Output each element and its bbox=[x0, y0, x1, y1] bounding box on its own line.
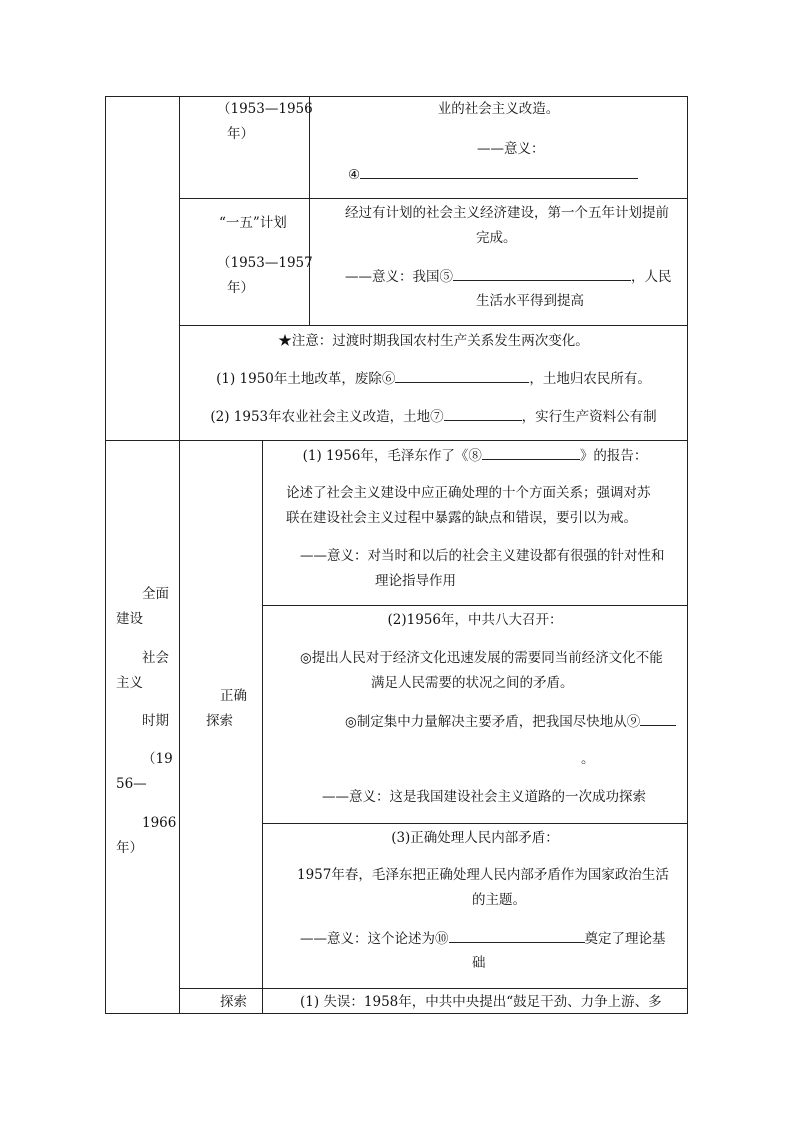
row-divider-2 bbox=[179, 325, 688, 326]
row-divider-6 bbox=[179, 988, 688, 989]
s1-text-2: 联在建设社会主义过程中暴露的缺点和错误，要引以为戒。 bbox=[286, 510, 637, 526]
meaning-label: ——意义： bbox=[477, 141, 545, 157]
table-border-right bbox=[687, 96, 688, 1014]
s3-text-1: 1957年春，毛泽东把正确处理人民内部矛盾作为国家政治生活 bbox=[297, 867, 669, 883]
col-divider-1 bbox=[179, 96, 180, 1014]
five-year-plan-label: “一五”计划 bbox=[219, 215, 287, 231]
table-border-top bbox=[105, 96, 688, 97]
period-text-2: 建设 bbox=[116, 611, 143, 627]
s3-text-2: 的主题。 bbox=[472, 892, 526, 908]
period-label-1953-1956: （1953—1956 bbox=[217, 101, 313, 117]
period-text-8: 1966 bbox=[142, 815, 177, 831]
period-text-9: 年） bbox=[116, 840, 143, 856]
col-divider-2 bbox=[309, 96, 310, 325]
row-divider-4 bbox=[262, 605, 688, 606]
answer-blank-9[interactable]: ◎制定集中力量解决主要矛盾，把我国尽快地从⑨ bbox=[345, 712, 676, 731]
table-border-left bbox=[105, 96, 106, 1014]
blank-line-10[interactable] bbox=[449, 929, 585, 943]
s2-text-2: 满足人民需要的状况之间的矛盾。 bbox=[371, 675, 574, 691]
blank-line-9[interactable] bbox=[640, 712, 676, 726]
five-year-text-1: 经过有计划的社会主义经济建设，第一个五年计划提前 bbox=[345, 205, 669, 221]
correct-label-1: 正确 bbox=[220, 688, 247, 704]
period-text-7: 56— bbox=[116, 776, 147, 792]
s4-text: (1) 失误：1958年，中共中央提出“鼓足干劲、力争上游、多 bbox=[300, 994, 662, 1010]
blank-line-7[interactable] bbox=[444, 407, 522, 421]
period-label-year-2: 年） bbox=[227, 280, 254, 296]
s2-title: (2)1956年，中共八大召开： bbox=[387, 612, 563, 628]
answer-blank-10[interactable]: ——意义：这个论述为⑩ 奠定了理论基 bbox=[300, 931, 666, 947]
row-divider-3 bbox=[105, 440, 688, 441]
s3-title: (3)正确处理人民内部矛盾： bbox=[391, 830, 559, 846]
blank-line-4[interactable] bbox=[360, 165, 638, 179]
answer-blank-7[interactable]: (2) 1953年农业社会主义改造，土地⑦ ，实行生产资料公有制 bbox=[210, 409, 657, 425]
answer-blank-4[interactable]: ④ bbox=[348, 165, 638, 184]
period-label-1953-1957: （1953—1957 bbox=[217, 255, 313, 271]
note-title: ★注意：过渡时期我国农村生产关系发生两次变化。 bbox=[278, 333, 589, 349]
explore-label: 探索 bbox=[220, 994, 247, 1010]
period-text-5: 时期 bbox=[142, 713, 169, 729]
correct-label-2: 探索 bbox=[206, 713, 233, 729]
s1-text-1: 论述了社会主义建设中应正确处理的十个方面关系；强调对苏 bbox=[286, 485, 651, 501]
blank-line-6[interactable] bbox=[395, 369, 529, 383]
s2-text-4: 。 bbox=[581, 751, 595, 767]
answer-blank-8[interactable]: (1) 1956年，毛泽东作了《⑧ 》的报告： bbox=[302, 448, 648, 464]
history-table bbox=[105, 96, 688, 1014]
s1-meaning-2: 理论指导作用 bbox=[375, 573, 456, 589]
blank-line-5[interactable] bbox=[453, 267, 631, 281]
s1-meaning-1: ——意义：对当时和以后的社会主义建设都有很强的针对性和 bbox=[300, 548, 665, 564]
table-border-bottom bbox=[105, 1013, 688, 1014]
period-text-1: 全面 bbox=[142, 586, 169, 602]
s3-meaning-2: 础 bbox=[472, 955, 486, 971]
period-text-4: 主义 bbox=[116, 675, 143, 691]
row-divider-5 bbox=[262, 823, 688, 824]
col-divider-3 bbox=[262, 440, 263, 1014]
five-year-meaning-2: 生活水平得到提高 bbox=[476, 293, 584, 309]
s2-text-1: ◎提出人民对于经济文化迅速发展的需要同当前经济文化不能 bbox=[300, 650, 663, 666]
period-label-year: 年） bbox=[227, 126, 254, 142]
blank-line-8[interactable] bbox=[482, 446, 580, 460]
answer-blank-5[interactable]: ——意义：我国⑤ ，人民 bbox=[345, 269, 672, 285]
period-text-6: （19 bbox=[142, 751, 173, 767]
answer-blank-6[interactable]: (1) 1950年土地改革，废除⑥ ，土地归农民所有。 bbox=[216, 371, 651, 387]
five-year-text-2: 完成。 bbox=[476, 230, 517, 246]
s2-meaning: ——意义：这是我国建设社会主义道路的一次成功探索 bbox=[322, 789, 646, 805]
period-text-3: 社会 bbox=[142, 650, 169, 666]
transform-text: 业的社会主义改造。 bbox=[437, 101, 560, 117]
row-divider-1 bbox=[179, 198, 688, 199]
